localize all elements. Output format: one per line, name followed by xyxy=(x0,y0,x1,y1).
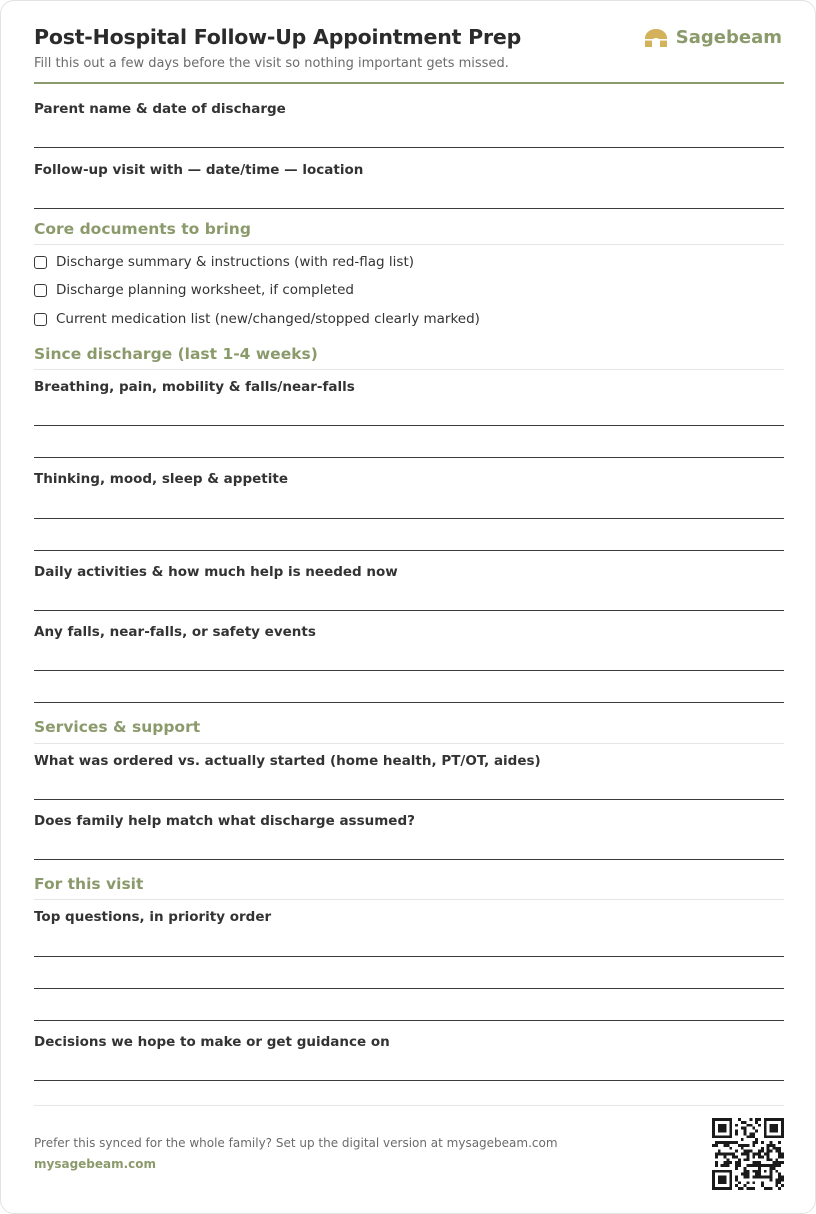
write-line[interactable] xyxy=(34,1020,784,1021)
field-label-falls: Any falls, near-falls, or safety events xyxy=(34,624,316,640)
header-divider xyxy=(34,82,784,84)
write-line[interactable] xyxy=(34,670,784,671)
write-line[interactable] xyxy=(34,425,784,426)
checklist-item-label: Discharge planning worksheet, if completed xyxy=(56,282,354,298)
field-label-decisions: Decisions we hope to make or get guidance on xyxy=(34,1034,390,1050)
page-title: Post-Hospital Follow-Up Appointment Prep xyxy=(34,25,522,49)
write-line[interactable] xyxy=(34,147,784,148)
checklist-item[interactable] xyxy=(34,254,414,270)
section-divider xyxy=(34,244,784,245)
field-label-thinking-mood: Thinking, mood, sleep & appetite xyxy=(34,471,288,487)
section-heading-services: Services & support xyxy=(34,718,201,736)
section-heading-documents: Core documents to bring xyxy=(34,220,251,238)
arch-logo-icon xyxy=(645,29,667,47)
write-line[interactable] xyxy=(34,859,784,860)
write-line[interactable] xyxy=(34,457,784,458)
page-subtitle: Fill this out a few days before the visit so nothing important gets missed. xyxy=(34,56,509,71)
write-line[interactable] xyxy=(34,208,784,209)
write-line[interactable] xyxy=(34,550,784,551)
write-line[interactable] xyxy=(34,799,784,800)
write-line[interactable] xyxy=(34,702,784,703)
field-label-family-help: Does family help match what discharge assumed? xyxy=(34,813,415,829)
footer-link[interactable]: mysagebeam.com xyxy=(34,1157,157,1171)
checklist-item-label: Current medication list (new/changed/stopped clearly marked) xyxy=(56,311,480,327)
write-line[interactable] xyxy=(34,518,784,519)
checklist-item[interactable] xyxy=(34,311,480,327)
checkbox[interactable] xyxy=(34,256,47,269)
write-line[interactable] xyxy=(34,956,784,957)
brand-name: Sagebeam xyxy=(675,27,782,48)
footer-text: Prefer this synced for the whole family? Set up the digital version at mysagebeam.com xyxy=(34,1136,558,1150)
section-heading-since-discharge: Since discharge (last 1-4 weeks) xyxy=(34,345,318,363)
section-divider xyxy=(34,899,784,900)
brand xyxy=(645,27,782,48)
field-label-follow-up-visit: Follow-up visit with — date/time — location xyxy=(34,162,364,178)
field-label-parent-discharge: Parent name & date of discharge xyxy=(34,101,286,117)
write-line[interactable] xyxy=(34,610,784,611)
checklist-item[interactable] xyxy=(34,282,354,298)
section-heading-visit: For this visit xyxy=(34,875,144,893)
field-label-daily-activities: Daily activities & how much help is needed now xyxy=(34,564,398,580)
field-label-top-questions: Top questions, in priority order xyxy=(34,909,272,925)
write-line[interactable] xyxy=(34,1080,784,1081)
checkbox[interactable] xyxy=(34,284,47,297)
section-divider xyxy=(34,743,784,744)
write-line[interactable] xyxy=(34,988,784,989)
qr-code-icon xyxy=(712,1118,784,1190)
field-label-breathing: Breathing, pain, mobility & falls/near-falls xyxy=(34,379,355,395)
checklist-item-label: Discharge summary & instructions (with red-flag list) xyxy=(56,254,415,270)
checkbox[interactable] xyxy=(34,313,47,326)
field-label-ordered-vs-started: What was ordered vs. actually started (home health, PT/OT, aides) xyxy=(34,753,541,769)
footer-divider xyxy=(34,1105,784,1106)
section-divider xyxy=(34,369,784,370)
